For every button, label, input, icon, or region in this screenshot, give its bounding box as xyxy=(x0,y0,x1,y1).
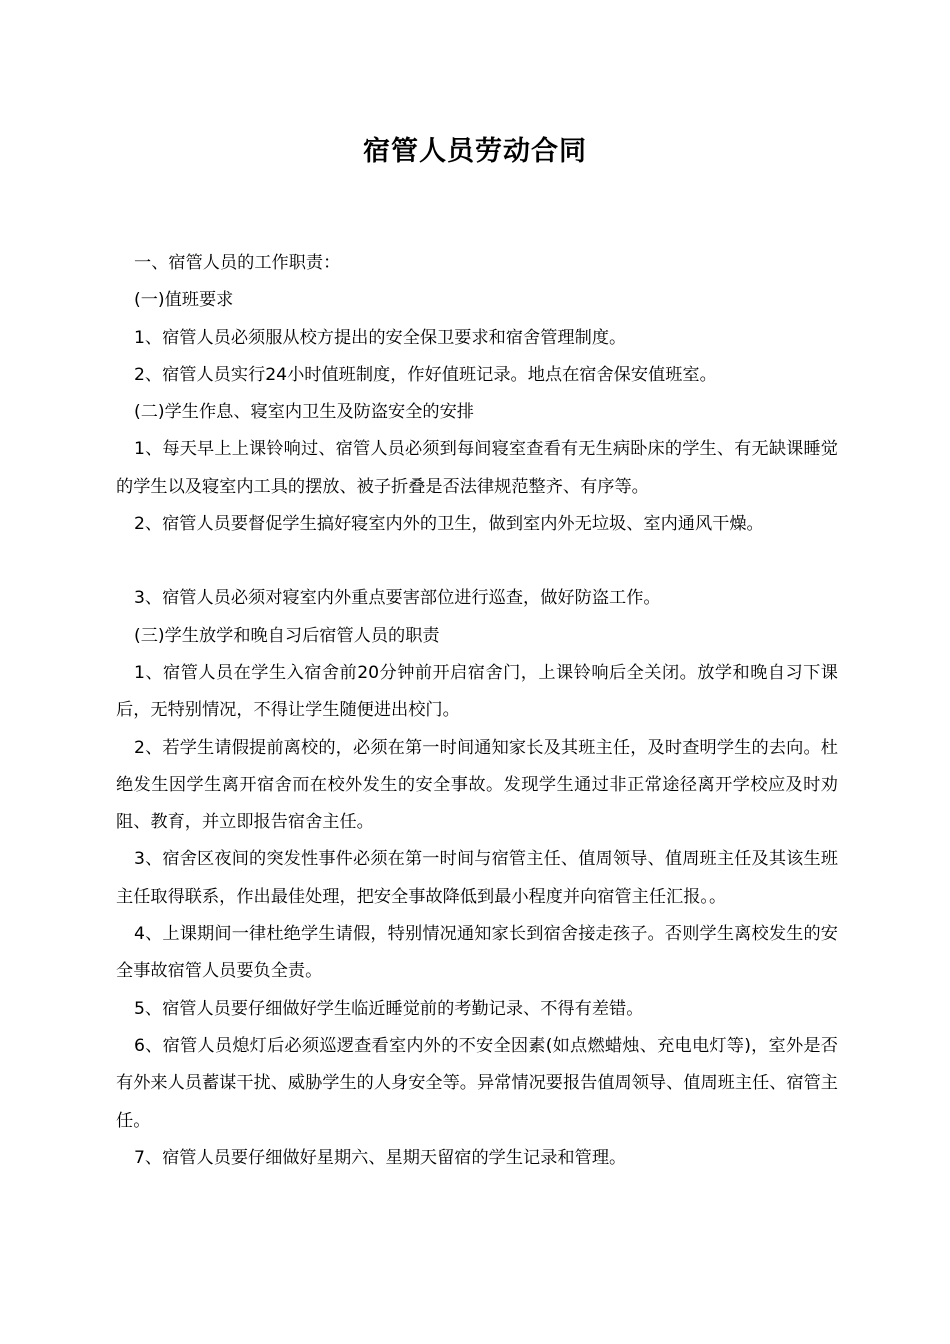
clause-paragraph: 4、上课期间一律杜绝学生请假，特别情况通知家长到宿舍接走孩子。否则学生离校发生的安全事故宿管人员要负全责。 xyxy=(116,924,838,982)
clause-paragraph: 7、宿管人员要仔细做好星期六、星期天留宿的学生记录和管理。 xyxy=(134,1147,627,1168)
subsection-heading: (一)值班要求 xyxy=(134,290,234,311)
subsection-heading: (三)学生放学和晚自习后宿管人员的职责 xyxy=(134,625,440,646)
section-heading: 一、宿管人员的工作职责： xyxy=(134,253,341,273)
clause-paragraph: 6、宿管人员熄灯后必须巡逻查看室内外的不安全因素(如点燃蜡烛、充电电灯等)，室外是否有外来人员蓄谋干扰、威胁学生的人身安全等。异常情况要报告值周领导、值周班主任、宿管主任。 xyxy=(116,1035,838,1131)
document-body xyxy=(116,245,838,1177)
clause-paragraph: 2、宿管人员实行24小时值班制度，作好值班记录。地点在宿舍保安值班室。 xyxy=(134,364,717,385)
clause-paragraph: 2、宿管人员要督促学生搞好寝室内外的卫生，做到室内外无垃圾、室内通风干燥。 xyxy=(134,514,764,535)
clause-paragraph: 2、若学生请假提前离校的，必须在第一时间通知家长及其班主任，及时查明学生的去向。杜绝发生因学生离开宿舍而在校外发生的安全事故。发现学生通过非正常途径离开学校应及时劝阻、教育，并立即报告宿舍主任。 xyxy=(116,737,838,833)
clause-paragraph: 3、宿舍区夜间的突发性事件必须在第一时间与宿管主任、值周领导、值周班主任及其该生班主任取得联系，作出最佳处理，把安全事故降低到最小程度并向宿管主任汇报。。 xyxy=(116,849,838,907)
subsection-heading: (二)学生作息、寝室内卫生及防盗安全的安排 xyxy=(134,402,474,423)
clause-paragraph: 1、每天早上上课铃响过、宿管人员必须到每间寝室查看有无生病卧床的学生、有无缺课睡觉的学生以及寝室内工具的摆放、被子折叠是否法律规范整齐、有序等。 xyxy=(116,439,838,497)
clause-paragraph: 1、宿管人员在学生入宿舍前20分钟前开启宿舍门，上课铃响后全关闭。放学和晚自习下课后，无特别情况，不得让学生随便进出校门。 xyxy=(116,662,838,721)
document-title: 宿管人员劳动合同 xyxy=(363,136,587,167)
clause-paragraph: 5、宿管人员要仔细做好学生临近睡觉前的考勤记录、不得有差错。 xyxy=(134,998,644,1019)
clause-paragraph: 3、宿管人员必须对寝室内外重点要害部位进行巡查，做好防盗工作。 xyxy=(134,588,661,609)
clause-paragraph: 1、宿管人员必须服从校方提出的安全保卫要求和宿舍管理制度。 xyxy=(134,327,627,348)
